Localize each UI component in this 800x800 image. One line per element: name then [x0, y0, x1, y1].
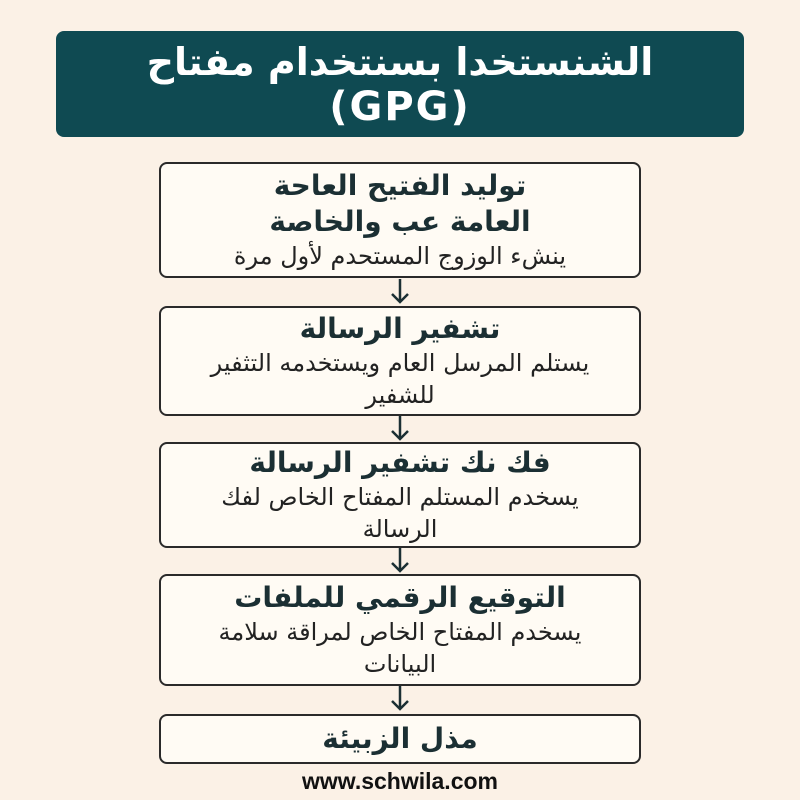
step-title: تشفير الرسالة: [299, 312, 501, 345]
diagram-subtitle: (GPG): [329, 84, 471, 130]
step-encrypt-message: [159, 306, 641, 416]
step-title: التوقيع الرقمي للملفات: [234, 581, 566, 614]
arrow-down-icon: [390, 416, 410, 442]
step-description: يسخدم المفتاح الخاص لمراقة سلامة البيانات: [218, 618, 582, 678]
diagram-title: الشنستخدا بسنتخدام مفتاح: [146, 40, 654, 84]
arrow-down-icon: [390, 279, 410, 305]
arrow-down-icon: [390, 548, 410, 574]
step-generate-keys: [159, 162, 641, 278]
diagram-title-banner: [56, 31, 744, 137]
step-description: ينشء الوزوج المستحدم لأول مرة: [233, 242, 567, 270]
step-title: توليد الفتيح العاحة العامة عب والخاصة: [269, 169, 531, 238]
step-decrypt-message: [159, 442, 641, 548]
step-description: يستلم المرسل العام ويستخدمه التثفير للشفير: [210, 349, 590, 409]
step-description: يسخدم المستلم المفتاح الخاص لفك الرسالة: [221, 483, 579, 543]
footer-website: www.schwila.com: [302, 768, 498, 794]
arrow-down-icon: [390, 686, 410, 712]
step-title: مذل الزبيئة: [322, 722, 478, 755]
step-title: فك نك تشفير الرسالة: [249, 446, 551, 479]
step-environment: [159, 714, 641, 764]
step-digital-signature: [159, 574, 641, 686]
